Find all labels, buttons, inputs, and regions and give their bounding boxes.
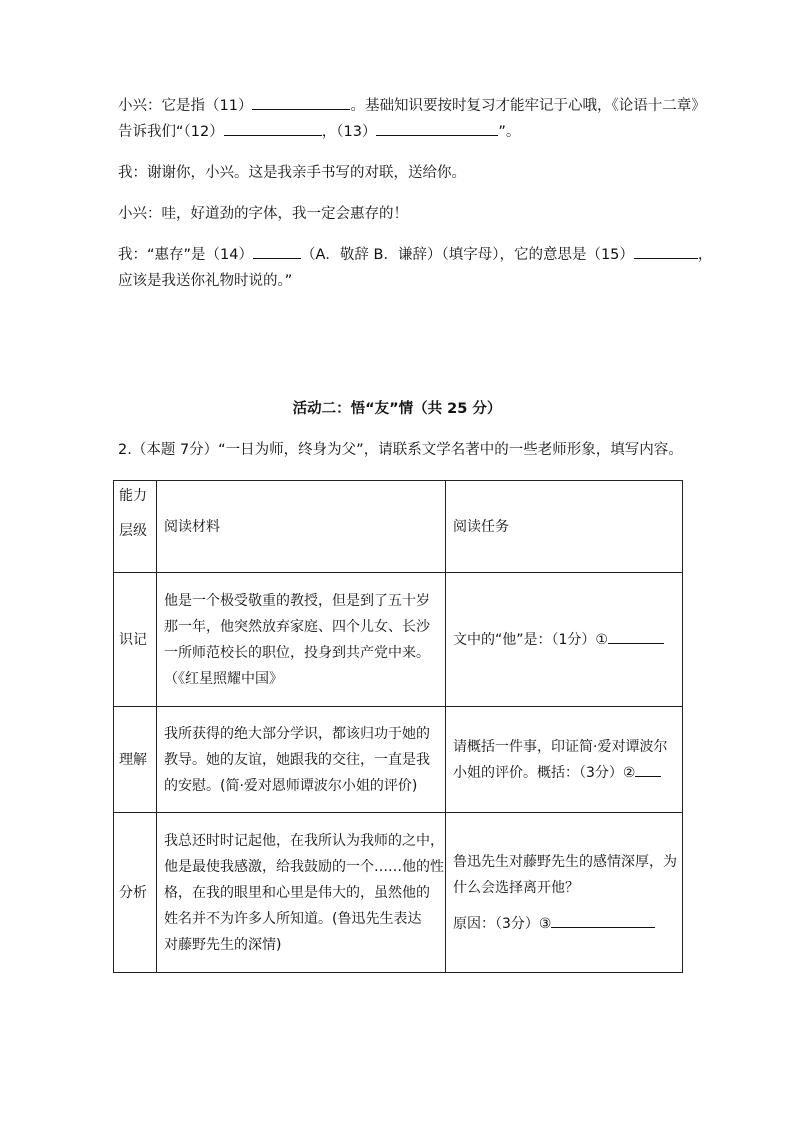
answer-blank-3[interactable] xyxy=(551,911,655,928)
teacher-image-table xyxy=(113,480,683,973)
text-fragment: （A．敬辞 B．谦辞）（填字母），它的意思是（15） xyxy=(300,247,634,263)
material-line: 他是一个极受敬重的教授，但是到了五十岁 xyxy=(164,592,430,609)
answer-blank-14[interactable] xyxy=(253,242,301,259)
table-row xyxy=(114,573,683,707)
dialogue-line-1 xyxy=(118,93,706,119)
row-task xyxy=(446,707,683,813)
task-text: 原因：（3分） xyxy=(453,915,539,932)
text-fragment: 小兴：它是指（11） xyxy=(118,98,253,114)
text-fragment: 告诉我们“（12） xyxy=(118,124,224,140)
task-line: 鲁迅先生对藤野先生的感情深厚，为 xyxy=(453,853,677,870)
material-line: 一所师范校长的职位，投身到共产党中来。 xyxy=(164,644,430,661)
text-fragment: ，（13） xyxy=(321,124,377,140)
table-header-row xyxy=(114,481,683,573)
task-text: 小姐的评价。概括：（3分） xyxy=(453,764,623,781)
header-task: 阅读任务 xyxy=(446,481,683,573)
dialogue-line-3: 我：谢谢你，小兴。这是我亲手书写的对联，送给你。 xyxy=(118,165,466,181)
material-line: 对藤野先生的深情) xyxy=(164,936,282,953)
row-task xyxy=(446,813,683,973)
row-level: 识记 xyxy=(114,573,157,707)
task-line: 什么会选择离开他？ xyxy=(453,879,579,896)
answer-blank-1[interactable] xyxy=(608,627,664,644)
row-level: 分析 xyxy=(114,813,157,973)
material-line: 他是最使我感激，给我鼓励的一个……他的性 xyxy=(164,858,444,875)
circled-number-marker: ② xyxy=(622,764,636,781)
text-fragment: 。基础知识要按时复习才能牢记于心哦，《论语十二章》 xyxy=(350,98,706,114)
answer-blank-11[interactable] xyxy=(252,93,350,110)
row-material xyxy=(157,573,446,707)
material-line: 的安慰。(简·爱对恩师谭波尔小姐的评价) xyxy=(164,777,418,794)
answer-blank-2[interactable] xyxy=(635,760,661,777)
header-level-line: 层级 xyxy=(119,523,147,539)
dialogue-line-5 xyxy=(118,242,712,268)
task-line: 请概括一件事，印证简·爱对谭波尔 xyxy=(453,738,668,755)
material-line: 格，在我的眼里和心里是伟大的，虽然他的 xyxy=(164,884,430,901)
task-line xyxy=(453,911,675,937)
text-fragment: ， xyxy=(697,247,713,263)
task-line xyxy=(453,760,675,786)
row-material xyxy=(157,813,446,973)
table-row xyxy=(114,707,683,813)
material-line: 姓名并不为许多人所知道。(鲁迅先生表达 xyxy=(164,910,422,927)
answer-blank-15[interactable] xyxy=(634,242,698,259)
task-text: 文中的“他”是：（1分） xyxy=(453,631,596,648)
row-level: 理解 xyxy=(114,707,157,813)
dialogue-line-6: 应该是我送你礼物时说的。” xyxy=(118,273,293,289)
material-line: 教导。她的友谊，她跟我的交往，一直是我 xyxy=(164,751,430,768)
header-level-line: 能力 xyxy=(119,488,147,504)
question-2: 2.（本题 7分）“一日为师，终身为父”，请联系文学名著中的一些老师形象，填写内容。 xyxy=(118,442,683,458)
row-material xyxy=(157,707,446,813)
row-task xyxy=(446,573,683,707)
header-level xyxy=(114,481,157,573)
activity-heading: 活动二：悟“友”情（共 25 分） xyxy=(292,401,502,417)
text-fragment: 我：“惠存”是（14） xyxy=(118,247,253,263)
header-material: 阅读材料 xyxy=(157,481,446,573)
material-line: 我总还时时记起他，在我所认为我师的之中， xyxy=(164,832,444,849)
task-line xyxy=(453,627,675,653)
text-fragment: ”。 xyxy=(498,124,521,140)
table-row xyxy=(114,813,683,973)
dialogue-line-4: 小兴：哇，好道劲的字体，我一定会惠存的！ xyxy=(118,206,408,222)
material-line: 我所获得的绝大部分学识，都该归功于她的 xyxy=(164,725,430,742)
answer-blank-12[interactable] xyxy=(224,119,322,136)
dialogue-line-2 xyxy=(118,119,520,145)
circled-number-marker: ③ xyxy=(538,915,552,932)
answer-blank-13[interactable] xyxy=(376,119,498,136)
material-line: 那一年，他突然放弃家庭、四个儿女、长沙 xyxy=(164,618,430,635)
circled-number-marker: ① xyxy=(595,631,608,648)
material-line: （《红星照耀中国》 xyxy=(164,670,283,687)
